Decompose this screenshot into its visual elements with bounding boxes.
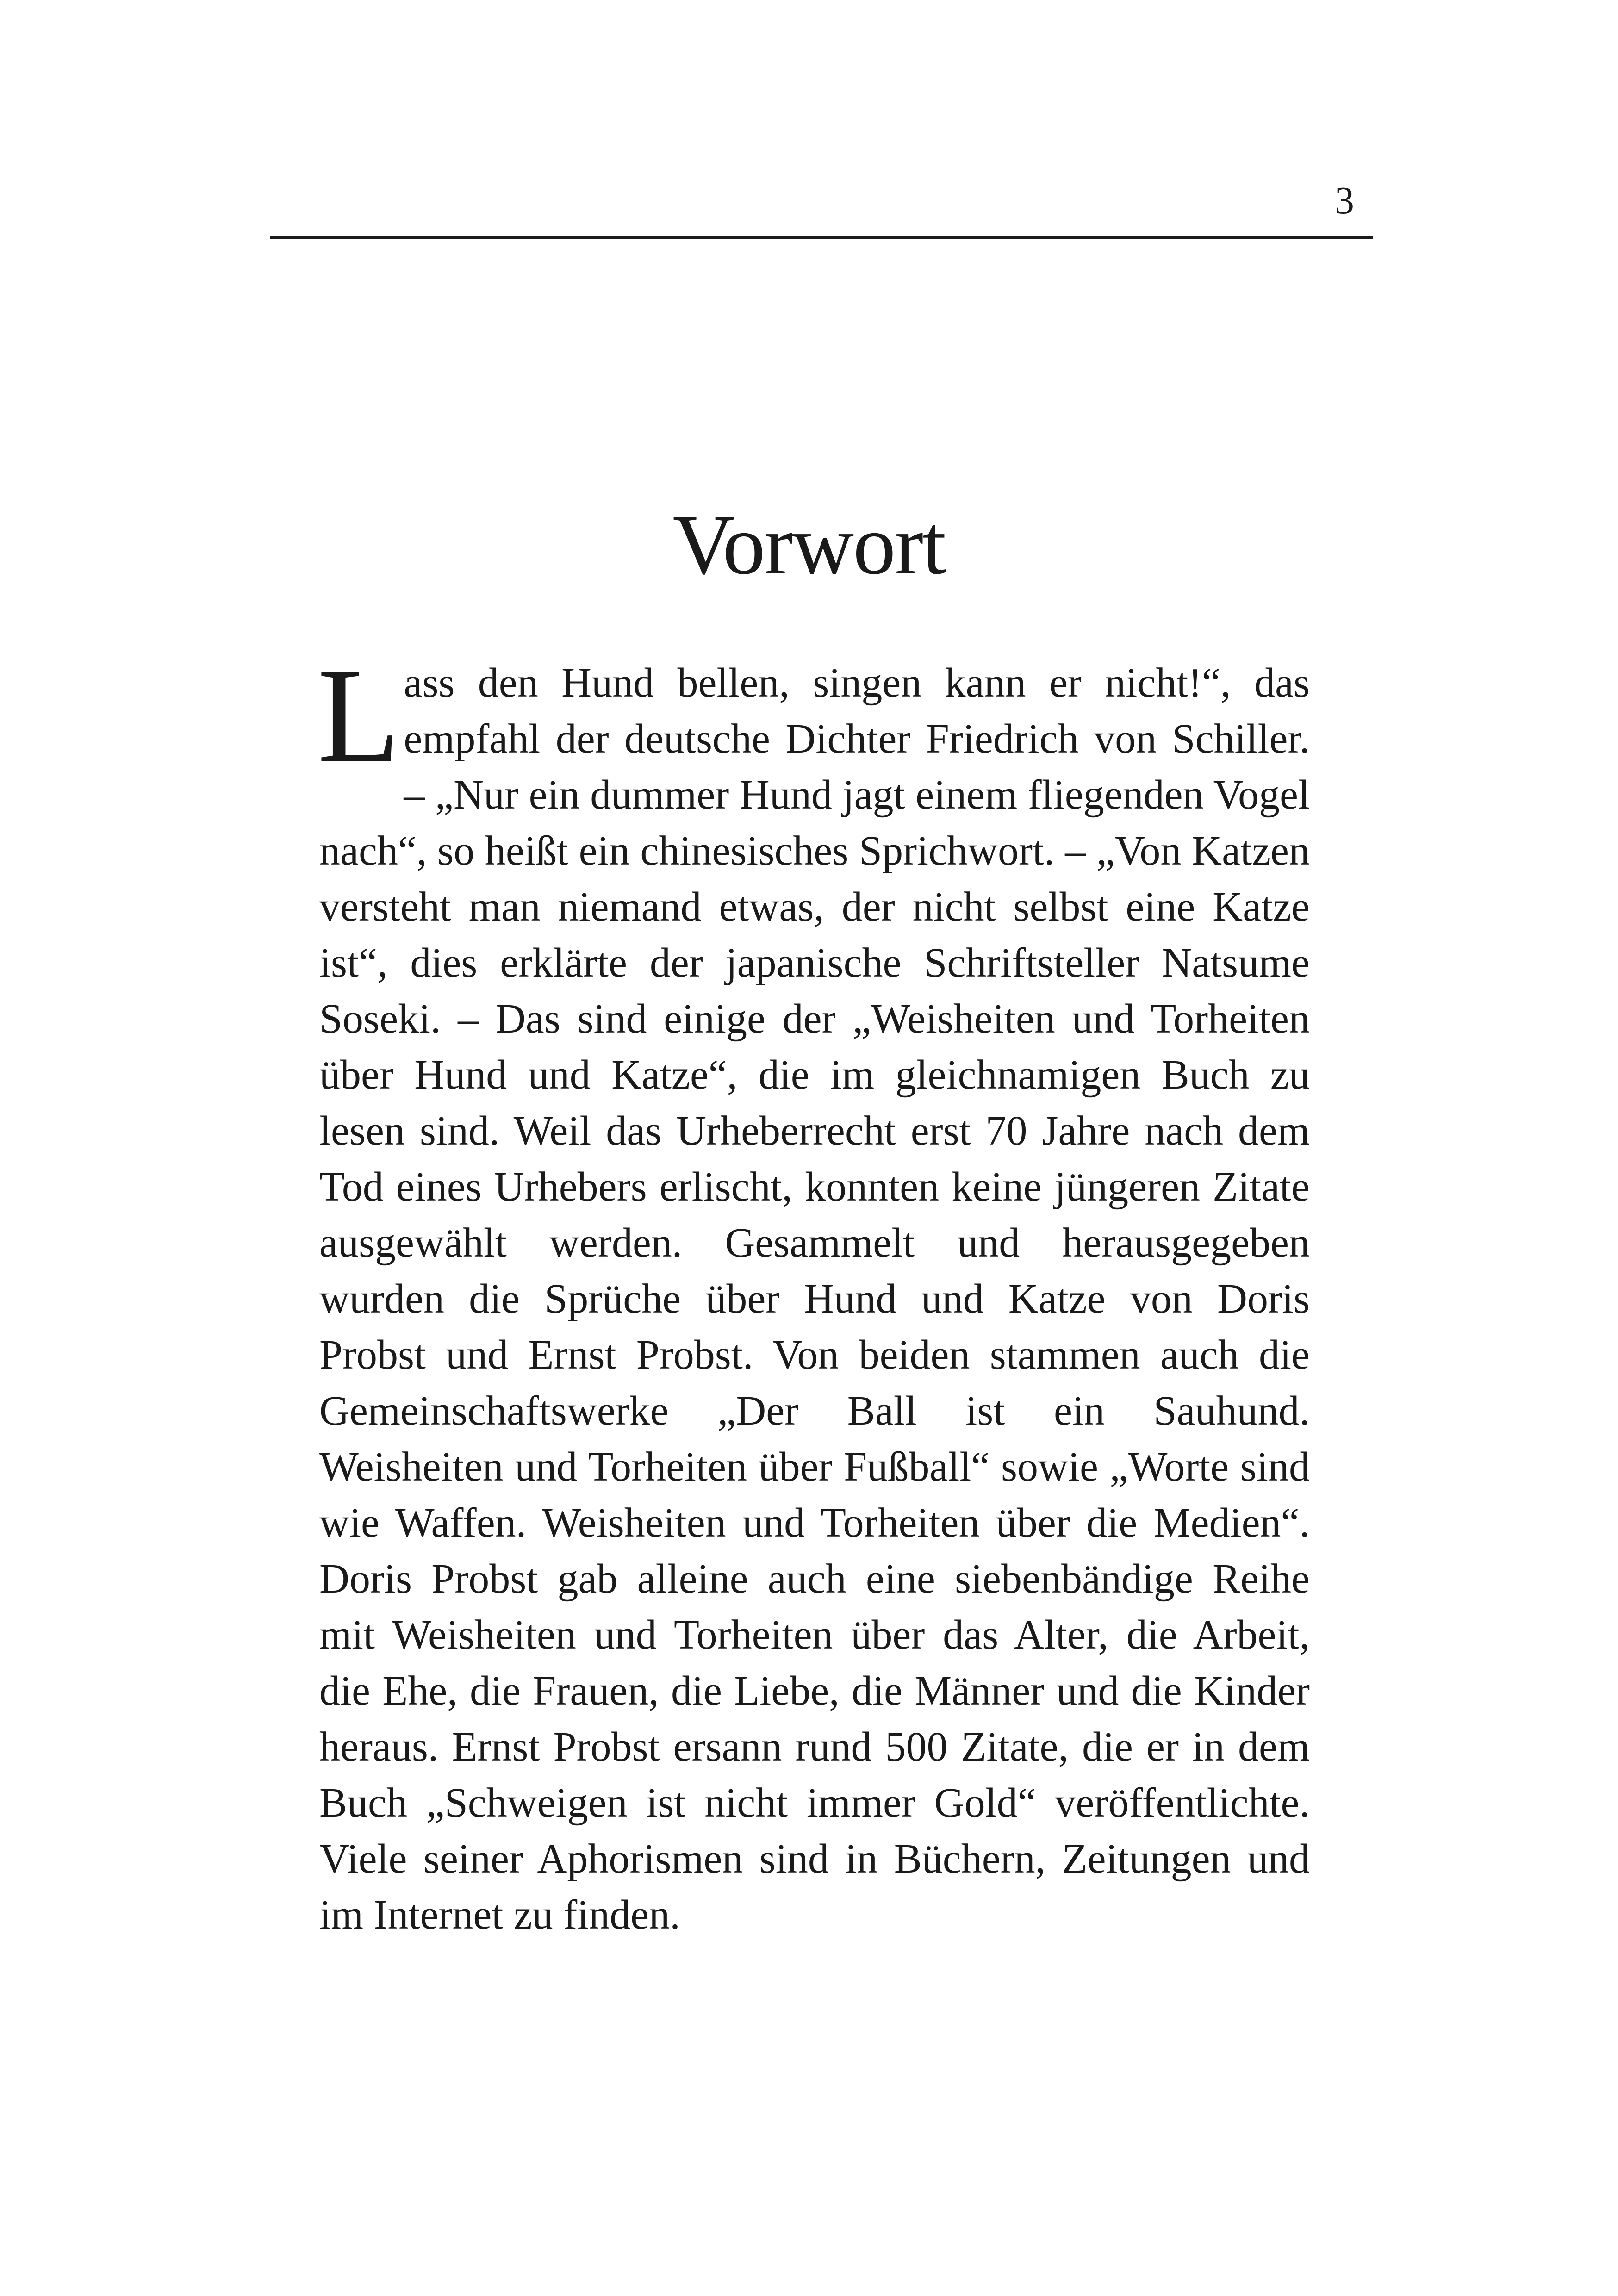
body-paragraph: [317, 641, 1310, 1943]
drop-cap: L: [317, 641, 400, 790]
paragraph-text: ass den Hund bellen, singen kann er nicht!“, das empfahl der deutsche Dichter Friedrich von Schiller. – „Nur ein dummer Hund jagt einem fliegenden Vogel nach“, so heißt ein chinesisches Sprichwort. – „Von Katzen versteht man niemand etwas, der nicht selbst eine Katze ist“, dies erklärte der japanische Schriftsteller Natsume Soseki. – Das sind einige der „Weisheiten und Torheiten über Hund und Katze“, die im gleichnamigen Buch zu lesen sind. Weil das Urheberrecht erst 70 Jahre nach dem Tod eines Urhebers erlischt, konnten keine jüngeren Zitate ausgewählt werden. Gesammelt und herausgegeben wurden die Sprüche über Hund und Katze von Doris Probst und Ernst Probst. Von beiden stammen auch die Gemeinschaftswerke „Der Ball ist ein Sauhund. Weisheiten und Torheiten über Fußball“ sowie „Worte sind wie Waffen. Weisheiten und Torheiten über die Medien“. Doris Probst gab alleine auch eine siebenbändige Reihe mit Weisheiten und Torheiten über das Alter, die Arbeit, die Ehe, die Frauen, die Liebe, die Männer und die Kinder heraus. Ernst Probst ersann rund 500 Zitate, die er in dem Buch „Schweigen ist nicht immer Gold“ veröffentlichte. Viele seiner Aphorismen sind in Büchern, Zeitungen und im Internet zu finden.: [319, 660, 1310, 1938]
page-number: 3: [1335, 179, 1354, 222]
page-title: Vorwort: [672, 498, 946, 592]
header-rule: [270, 236, 1373, 239]
